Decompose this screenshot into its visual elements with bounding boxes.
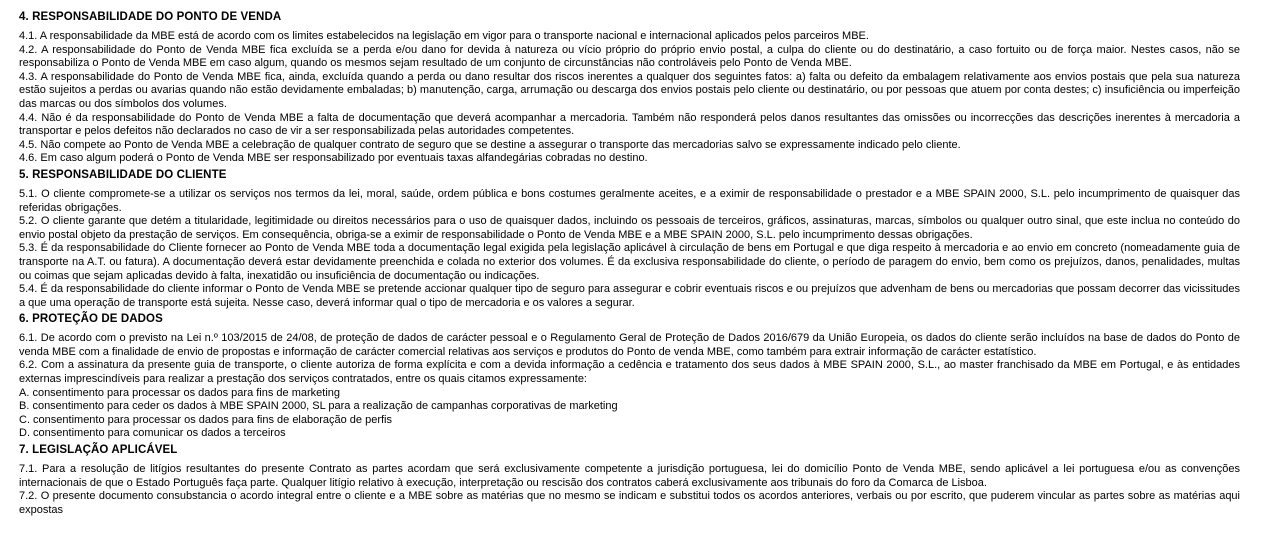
consent-item-d: D. consentimento para comunicar os dados a terceiros [19, 427, 286, 440]
section-4 [19, 10, 1240, 166]
section-heading: 5. RESPONSABILIDADE DO CLIENTE [19, 168, 227, 181]
clause-7-2: 7.2. O presente documento consubstancia o acordo integral entre o cliente e a MBE sobre as matérias que no mesmo se indicam e substitui todos os acordos anteriores, verbais ou por escrito, que puderem vincular as partes sobre as matérias aqui expostas [19, 490, 1240, 516]
clause-5-2: 5.2. O cliente garante que detém a titularidade, legitimidade ou direitos necessários para o uso de quaisquer dados, incluindo os pessoais de terceiros, gráficos, assinaturas, marcas, símbolos ou qualquer outro sinal, que este inclua no conteúdo do envio postal objeto da prestação de serviços. Em consequência, obriga-se a eximir de responsabilidade o Ponto de Venda MBE e a MBE SPAIN 2000, S.L. pelo incumprimento dessas obrigações. [19, 215, 1240, 241]
section-heading: 6. PROTEÇÃO DE DADOS [19, 313, 163, 326]
clause-5-3: 5.3. É da responsabilidade do Cliente fornecer ao Ponto de Venda MBE toda a documentação legal exigida pela legislação aplicável à circulação de bens em Portugal e que diga respeito à mercadoria e ao envio em concreto (nomeadamente guia de transporte na A.T. ou fatura). A documentação deverá estar devidamente preenchida e colada no exterior dos volumes. É da exclusiva responsabilidade do cliente, o período de paragem do envio, bem como os prejuízos, danos, penalidades, multas ou coimas que sejam aplicadas devido à falta, inexatidão ou insuficiência de documentação ou indicações. [19, 242, 1240, 282]
clause-4-1: 4.1. A responsabilidade da MBE está de acordo com os limites estabelecidos na legislação em vigor para o transporte nacional e internacional aplicados pelos parceiros MBE. [19, 30, 869, 42]
consent-item-a: A. consentimento para processar os dados para fins de marketing [19, 386, 341, 399]
clause-7-1: 7.1. Para a resolução de litígios resultantes do presente Contrato as partes acordam que será exclusivamente competente a jurisdição portuguesa, lei do domicílio Ponto de Venda MBE, sendo aplicável a lei portuguesa e/ou as convenções internacionais de que o Estado Português faça parte. Qualquer litígio relativo à execução, interpretação ou rescisão dos contratos caberá exclusivamente aos tribunais do foro da Comarca de Lisboa. [19, 463, 1240, 489]
clause-4-3: 4.3. A responsabilidade do Ponto de Venda MBE fica, ainda, excluída quando a perda ou dano resultar dos riscos inerentes a qualquer dos seguintes fatos: a) falta ou defeito da embalagem relativamente aos envios postais que pela sua natureza estão sujeitos a perdas ou avarias quando não estão devidamente embaladas; b) manutenção, carga, arrumação ou descarga dos envios postais pelo cliente ou destinatário, ou por pessoas que atuem por conta destes; c) insuficiência ou imperfeição das marcas ou dos símbolos dos volumes. [19, 70, 1240, 110]
clause-4-2: 4.2. A responsabilidade do Ponto de Venda MBE fica excluída se a perda e/ou dano for devida à natureza ou vício próprio do próprio envio postal, a culpa do cliente ou do destinatário, a caso fortuito ou de força maior. Nestes casos, não se responsabiliza o Ponto de Venda MBE em caso algum, quando os mesmos sejam resultado de um conjunto de circunstâncias não controláveis pelo Ponto de Venda MBE. [19, 43, 1240, 70]
clause-4-6: 4.6. Em caso algum poderá o Ponto de Venda MBE ser responsabilizado por eventuais taxas alfandegárias cobradas no destino. [19, 152, 648, 165]
section-7 [19, 443, 1240, 517]
clause-4-5: 4.5. Não compete ao Ponto de Venda MBE a celebração de qualquer contrato de seguro que se destine a assegurar o transporte das mercadorias salvo se expressamente indicado pelo cliente. [19, 138, 961, 151]
section-6 [19, 312, 1240, 441]
consent-item-b: B. consentimento para ceder os dados à MBE SPAIN 2000, SL para a realização de campanhas corporativas de marketing [19, 400, 618, 413]
section-heading: 4. RESPONSABILIDADE DO PONTO DE VENDA [19, 11, 282, 23]
clause-5-4: 5.4. É da responsabilidade do cliente informar o Ponto de Venda MBE se pretende accionar qualquer tipo de seguro para assegurar e cobrir eventuais riscos e ou prejuízos que advenham de bens ou mercadorias que possam decorrer das vicissitudes a que uma operação de transporte está sujeita. Nesse caso, deverá informar qual o tipo de mercadoria e os valores a segurar. [19, 283, 1240, 309]
clause-5-1: 5.1. O cliente compromete-se a utilizar os serviços nos termos da lei, moral, saúde, ordem pública e bons costumes geralmente aceites, e a eximir de responsabilidade o prestador e a MBE SPAIN 2000, S.L. pelo incumprimento de quaisquer das referidas obrigações. [19, 187, 1240, 214]
clause-4-4: 4.4. Não é da responsabilidade do Ponto de Venda MBE a falta de documentação que deverá acompanhar a mercadoria. Também não responderá pelos danos resultantes das omissões ou incorrecções das descrições inerentes à mercadoria a transportar e pelos defeitos não declarados no caso de vir a ser responsabilizada pelas autoridades competentes. [19, 111, 1240, 138]
section-5 [19, 168, 1240, 310]
consent-item-c: C. consentimento para processar os dados para fins de elaboração de perfis [19, 413, 392, 426]
section-heading: 7. LEGISLAÇÃO APLICÁVEL [19, 444, 178, 457]
clause-6-1: 6.1. De acordo com o previsto na Lei n.º 103/2015 de 24/08, de proteção de dados de carácter pessoal e o Regulamento Geral de Proteção de Dados 2016/679 da União Europeia, os dados do cliente serão incluídos na base de dados do Ponto de venda MBE com a finalidade de envio de propostas e informação de carácter comercial relativas aos serviços e produtos do Ponto de venda MBE, como também para extrair informação de carácter estatístico. [19, 332, 1240, 358]
clause-6-2: 6.2. Com a assinatura da presente guia de transporte, o cliente autoriza de forma explícita e com a devida informação a cedência e tratamento dos seus dados à MBE SPAIN 2000, S.L., ao master franchisado da MBE em Portugal, e às entidades externas imprescindíveis para realizar a prestação dos serviços contratados, entre os quais citamos expressamente: [19, 359, 1240, 386]
